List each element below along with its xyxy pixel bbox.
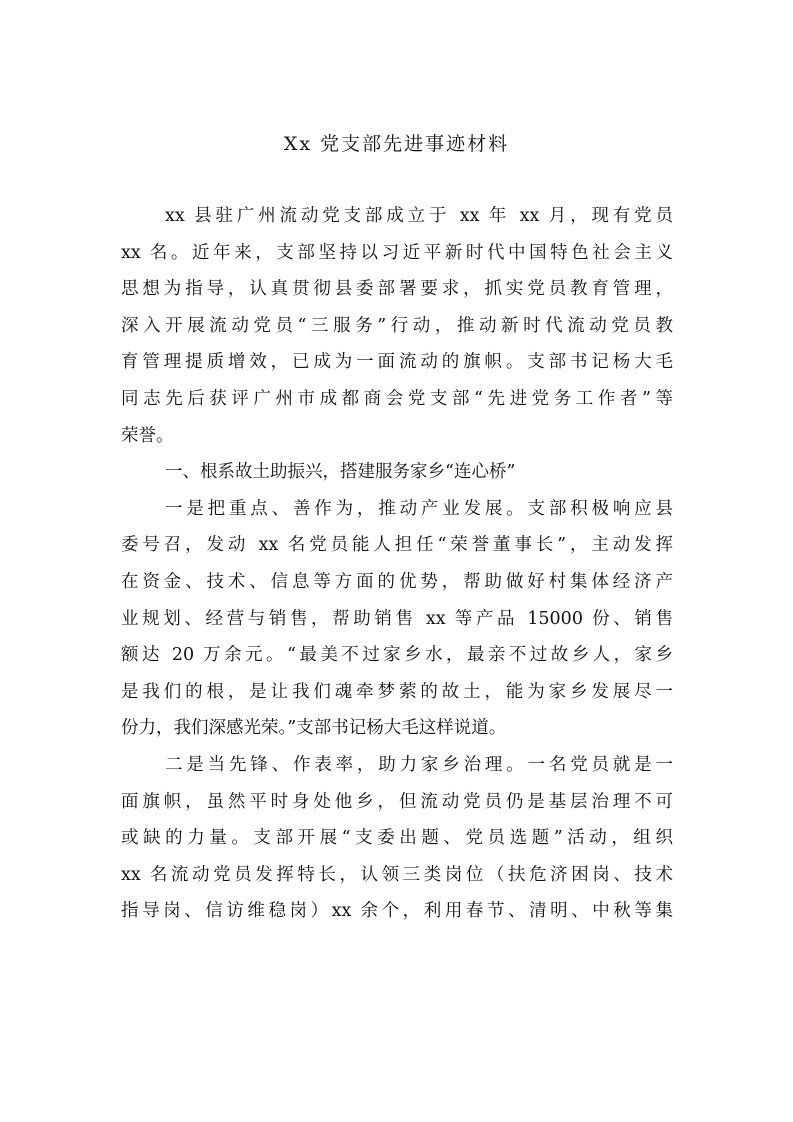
- text-line: 业规划、经营与销售，帮助销售 xx 等产品 15000 份、销售: [121, 608, 673, 629]
- text-line: 或缺的力量。支部开展“支委出题、党员选题”活动，组织: [121, 828, 673, 849]
- text-line: 一是把重点、善作为，推动产业发展。支部积极响应县: [165, 498, 673, 519]
- text-line: 一、根系故土助振兴，搭建服务家乡“连心桥”: [165, 462, 516, 483]
- text-line: 委号召，发动 xx 名党员能人担任“荣誉董事长”，主动发挥: [121, 535, 673, 556]
- document-body: [121, 198, 673, 930]
- text-line: 思想为指导，认真贯彻县委部署要求，抓实党员教育管理，: [121, 279, 673, 300]
- text-line: 面旗帜，虽然平时身处他乡，但流动党员仍是基层治理不可: [121, 791, 673, 812]
- text-line: 同志先后获评广州市成都商会党支部“先进党务工作者”等: [121, 388, 673, 409]
- text-line: 指导岗、信访维稳岗）xx 余个，利用春节、清明、中秋等集: [121, 901, 673, 922]
- text-line: 荣誉。: [121, 425, 174, 446]
- text-line: xx 名。近年来，支部坚持以习近平新时代中国特色社会主义: [121, 242, 673, 263]
- text-line: 额达 20 万余元。“最美不过家乡水，最亲不过故乡人，家乡: [121, 645, 673, 666]
- text-line: 是我们的根，是让我们魂牵梦萦的故土，能为家乡发展尽一: [121, 681, 673, 702]
- text-line: 二是当先锋、作表率，助力家乡治理。一名党员就是一: [165, 754, 673, 775]
- text-line: 在资金、技术、信息等方面的优势，帮助做好村集体经济产: [121, 571, 673, 592]
- text-line: 深入开展流动党员“三服务”行动，推动新时代流动党员教: [121, 315, 673, 336]
- text-line: xx 县驻广州流动党支部成立于 xx 年 xx 月，现有党员: [165, 206, 673, 226]
- text-line: 份力，我们深感光荣。”支部书记杨大毛这样说道。: [121, 718, 507, 739]
- document-title: Xx 党支部先进事迹材料: [283, 133, 510, 155]
- text-line: xx 名流动党员发挥特长，认领三类岗位（扶危济困岗、技术: [121, 864, 673, 885]
- text-line: 育管理提质增效，已成为一面流动的旗帜。支部书记杨大毛: [121, 352, 673, 373]
